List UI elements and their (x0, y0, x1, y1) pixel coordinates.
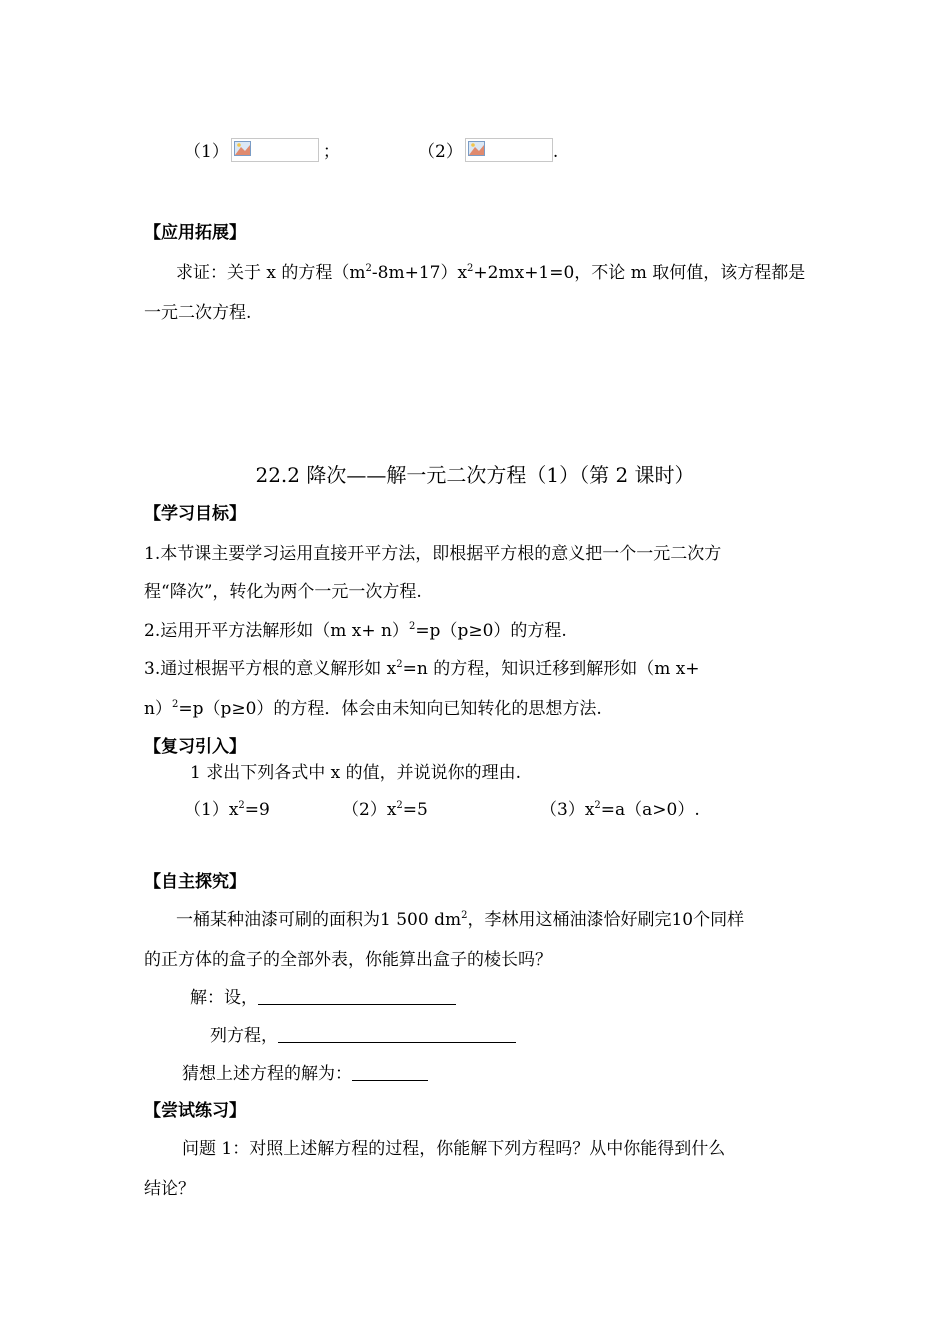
item2-end: . (552, 142, 559, 162)
text: n） (144, 699, 172, 719)
text: =5 (402, 800, 428, 820)
text: =p（p≥0）的方程．体会由未知向已知转化的思想方法. (178, 699, 602, 719)
item1-label: （1） (184, 142, 229, 162)
item-row-top-2 (418, 138, 558, 164)
goal1-line1: 1.本节课主要学习运用直接开平方法，即根据平方根的意义把一个一元二次方 (144, 544, 722, 564)
sup: 2 (238, 800, 245, 811)
equation-label: 列方程， (210, 1026, 278, 1046)
sup: 2 (365, 263, 372, 274)
text: -8m+17）x (371, 263, 468, 283)
broken-image-1 (231, 138, 319, 162)
text: 2.运用开平方法解形如（m x+ n） (144, 621, 409, 641)
sup: 2 (594, 800, 601, 811)
text: 一桶某种油漆可刷的面积为1 500 dm (176, 910, 462, 930)
review-question: 1 求出下列各式中 x 的值，并说说你的理由. (190, 763, 522, 783)
guess-row (182, 1062, 428, 1086)
explore-line2: 的正方体的盒子的全部外表，你能算出盒子的棱长吗？ (144, 950, 552, 970)
guess-blank[interactable] (352, 1062, 428, 1081)
practice-heading: 【尝试练习】 (144, 1101, 246, 1121)
equation-row (210, 1024, 516, 1048)
app-ext-line1 (176, 261, 805, 285)
goal1-line2: 程“降次”，转化为两个一元一次方程. (144, 582, 422, 602)
text: =9 (244, 800, 270, 820)
text: 求证：关于 x 的方程（m (176, 263, 366, 283)
review-heading: 【复习引入】 (144, 737, 246, 757)
sup: 2 (461, 910, 468, 921)
text: =p（p≥0）的方程. (415, 621, 567, 641)
explore-line1 (176, 908, 744, 932)
goal3-line1 (144, 657, 700, 681)
text: （2）x (342, 800, 397, 820)
text: =n 的方程，知识迁移到解形如（m x+ (402, 659, 700, 679)
item1-sep: ； (322, 142, 340, 162)
broken-image-2 (465, 138, 553, 162)
solve-row (190, 986, 456, 1010)
solve-blank[interactable] (258, 986, 456, 1005)
broken-image-icon (468, 141, 485, 156)
app-ext-heading: 【应用拓展】 (144, 223, 246, 243)
item-row-top (184, 138, 340, 164)
goal2 (144, 619, 567, 643)
sup: 2 (171, 699, 179, 710)
text: +2mx+1=0，不论 m 取何值，该方程都是 (473, 263, 806, 283)
text: ，李林用这桶油漆恰好刷完10个同样 (467, 910, 745, 930)
sup: 2 (467, 263, 474, 274)
sup: 2 (396, 659, 403, 670)
practice-q1-line1: 问题 1：对照上述解方程的过程，你能解下列方程吗？从中你能得到什么 (182, 1139, 726, 1159)
text: =a（a>0）. (600, 800, 700, 820)
broken-image-icon (234, 141, 251, 156)
text: （1）x (184, 800, 239, 820)
solve-label: 解：设， (190, 988, 258, 1008)
text: 3.通过根据平方根的意义解形如 x (144, 659, 397, 679)
sup: 2 (408, 621, 416, 632)
review-item-2 (342, 798, 428, 822)
goal3-line2 (144, 697, 602, 721)
item2-label: （2） (418, 142, 463, 162)
text: （3）x (540, 800, 595, 820)
equation-blank[interactable] (278, 1024, 516, 1043)
goals-heading: 【学习目标】 (144, 504, 246, 524)
app-ext-line2: 一元二次方程. (144, 303, 252, 323)
sup: 2 (396, 800, 403, 811)
practice-q1-line2: 结论？ (144, 1179, 195, 1199)
review-item-1 (184, 798, 270, 822)
lesson-title: 22.2 降次——解一元二次方程（1）（第 2 课时） (255, 463, 695, 487)
review-item-3 (540, 798, 700, 822)
guess-label: 猜想上述方程的解为： (182, 1064, 352, 1084)
explore-heading: 【自主探究】 (144, 872, 246, 892)
